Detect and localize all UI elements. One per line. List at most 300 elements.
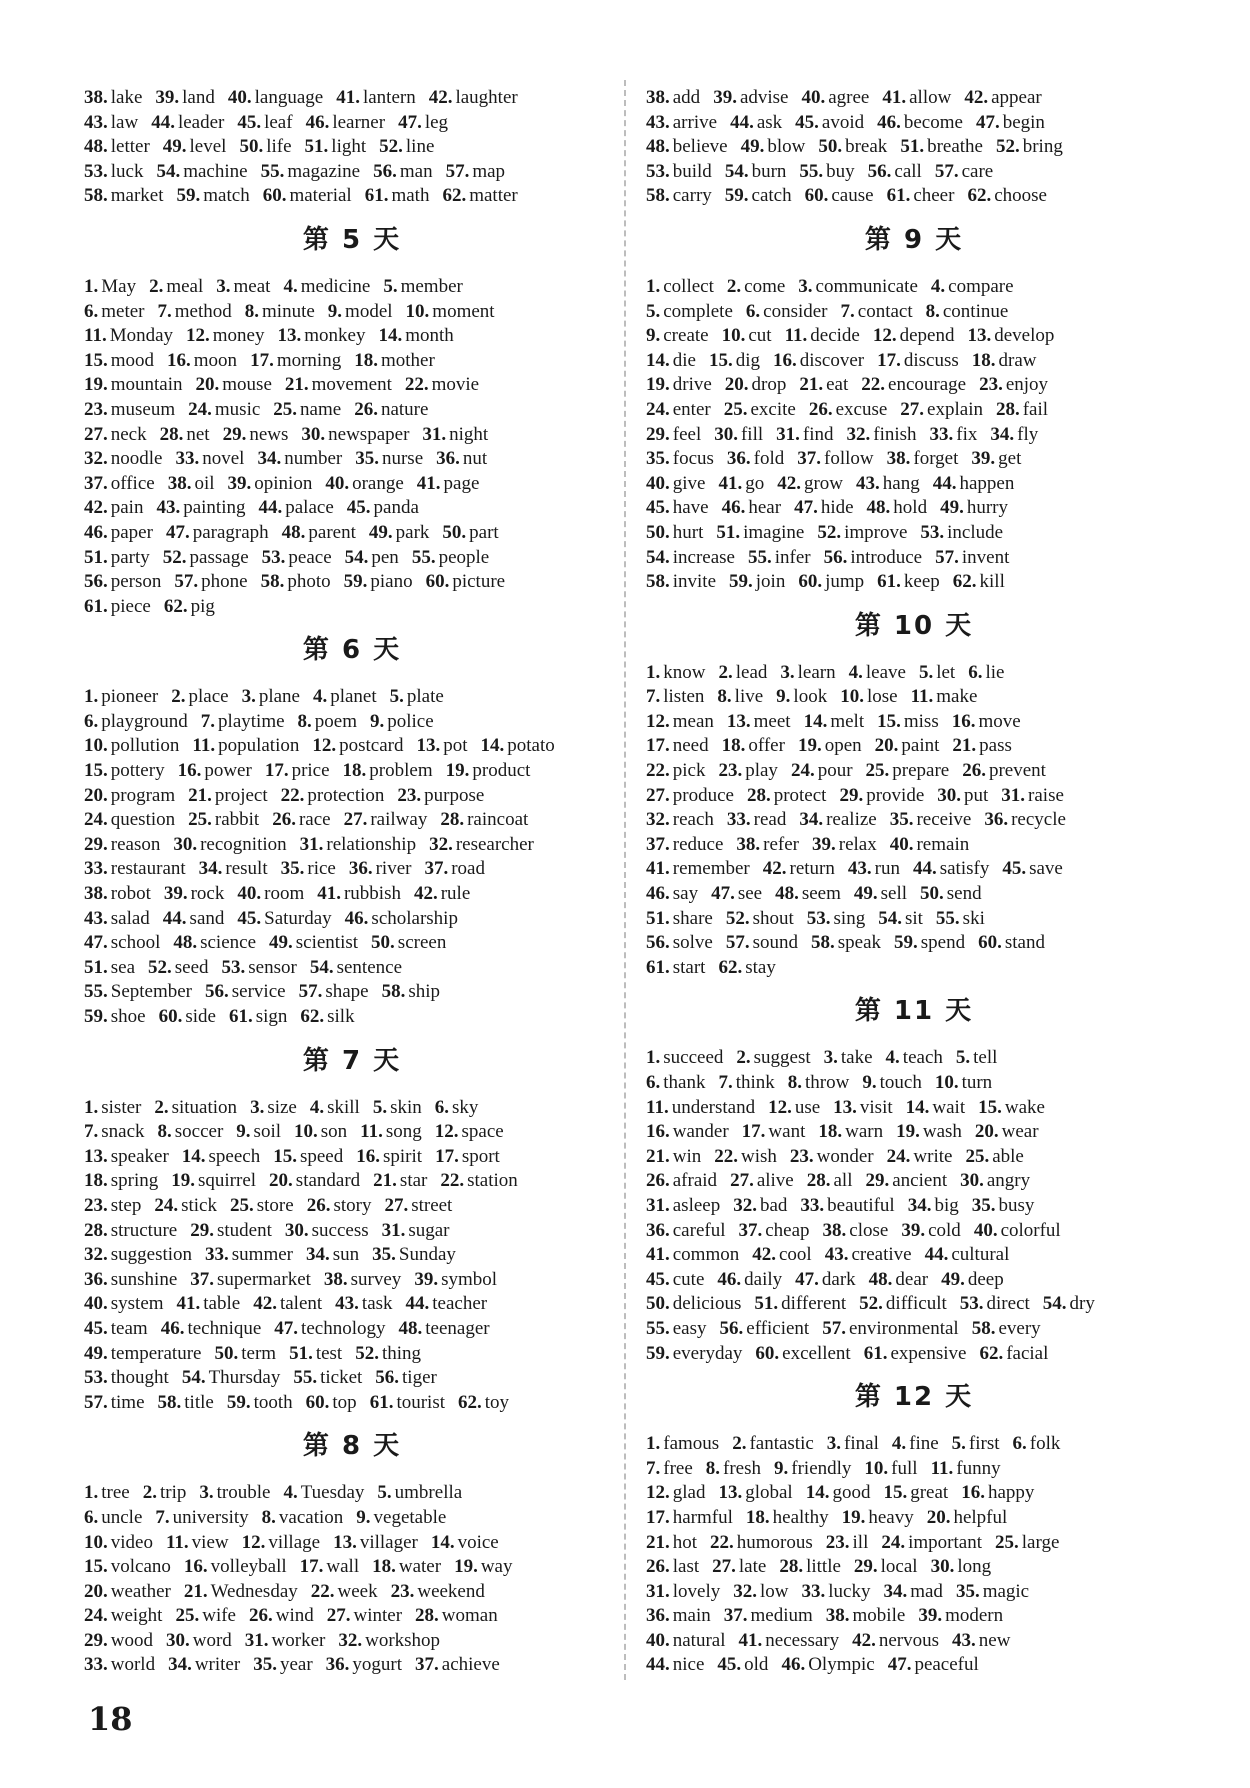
item-number: 46. xyxy=(344,907,369,929)
vocab-item xyxy=(877,571,940,592)
vocab-item xyxy=(866,1170,948,1191)
item-number: 8. xyxy=(925,300,940,322)
item-word: fail xyxy=(1022,398,1049,420)
vocab-item xyxy=(646,735,709,756)
day-heading: 第 5 天 xyxy=(302,224,402,255)
vocab-item xyxy=(712,1556,766,1577)
item-word: cheap xyxy=(765,1219,810,1241)
item-word: mouse xyxy=(222,374,272,396)
item-number: 42. xyxy=(762,858,787,880)
vocab-item xyxy=(883,1581,942,1602)
item-word: movie xyxy=(431,374,480,396)
vocab-item xyxy=(305,136,367,157)
item-number: 19. xyxy=(84,374,108,396)
vocab-item xyxy=(718,473,764,494)
day-section xyxy=(84,215,620,619)
vocab-item xyxy=(281,785,385,806)
item-word: price xyxy=(291,760,330,782)
item-word: pick xyxy=(672,760,706,782)
word-row xyxy=(646,1432,1182,1457)
item-word: enter xyxy=(672,398,711,420)
item-number: 61. xyxy=(369,1391,394,1413)
vocab-item xyxy=(908,1195,959,1216)
vocab-item xyxy=(372,1244,456,1265)
item-word: protection xyxy=(307,784,385,806)
word-row xyxy=(646,661,1182,686)
item-number: 46. xyxy=(781,1654,806,1676)
item-number: 33. xyxy=(84,858,108,880)
item-number: 53. xyxy=(806,907,831,929)
item-word: poem xyxy=(314,710,357,732)
item-word: afraid xyxy=(672,1170,718,1192)
item-word: busy xyxy=(998,1194,1035,1216)
item-word: all xyxy=(833,1170,853,1192)
vocab-item xyxy=(307,1195,372,1216)
item-number: 32. xyxy=(84,448,108,470)
vocab-item xyxy=(646,161,712,182)
item-number: 49. xyxy=(853,883,878,905)
item-word: park xyxy=(395,521,430,543)
item-number: 47. xyxy=(794,497,818,519)
item-number: 45. xyxy=(1002,858,1027,880)
vocab-item xyxy=(840,686,897,707)
item-word: paragraph xyxy=(192,521,269,543)
vocab-item xyxy=(646,760,705,781)
item-number: 11. xyxy=(84,325,107,347)
item-number: 31. xyxy=(381,1219,406,1241)
vocab-item xyxy=(856,473,920,494)
item-number: 47. xyxy=(711,883,735,905)
vocab-item xyxy=(894,932,965,953)
item-word: know xyxy=(663,661,706,683)
item-number: 10. xyxy=(934,1072,959,1093)
item-number: 52. xyxy=(725,907,750,929)
item-number: 48. xyxy=(398,1317,423,1339)
vocab-item xyxy=(84,1507,142,1528)
item-word: orange xyxy=(352,472,404,494)
item-word: store xyxy=(256,1194,294,1216)
vocab-item xyxy=(306,1392,357,1413)
vocab-item xyxy=(168,473,215,494)
item-word: dear xyxy=(895,1268,929,1290)
item-number: 36. xyxy=(436,448,460,470)
vocab-item xyxy=(167,350,237,371)
item-number: 40. xyxy=(801,87,826,108)
item-word: tell xyxy=(973,1047,998,1069)
item-number: 9. xyxy=(774,1457,789,1479)
word-row xyxy=(646,882,1182,907)
vocab-item xyxy=(84,1146,169,1167)
vocab-item xyxy=(875,735,940,756)
item-number: 29. xyxy=(84,1629,108,1651)
vocab-item xyxy=(273,399,341,420)
item-number: 1. xyxy=(646,1433,661,1455)
vocab-item xyxy=(84,301,145,322)
vocab-item xyxy=(877,350,959,371)
vocab-item xyxy=(799,161,854,182)
item-word: page xyxy=(443,472,480,494)
item-word: asleep xyxy=(672,1194,721,1216)
vocab-item xyxy=(171,686,228,707)
item-number: 18. xyxy=(84,1170,108,1192)
vocab-item xyxy=(166,1532,229,1553)
item-word: infer xyxy=(774,546,811,568)
word-row xyxy=(84,931,620,956)
item-number: 22. xyxy=(440,1170,465,1192)
item-word: share xyxy=(672,907,713,929)
item-word: structure xyxy=(110,1219,178,1241)
vocab-item xyxy=(163,908,225,929)
vocab-item xyxy=(265,760,330,781)
item-number: 28. xyxy=(440,809,465,831)
item-word: sister xyxy=(101,1096,142,1118)
vocab-item xyxy=(833,1097,892,1118)
item-number: 5. xyxy=(383,275,398,297)
item-number: 62. xyxy=(163,595,188,617)
item-number: 52. xyxy=(817,521,842,543)
vocab-item xyxy=(177,1293,241,1314)
vocab-item xyxy=(801,87,869,108)
item-word: late xyxy=(738,1556,767,1578)
vocab-item xyxy=(335,1293,392,1314)
vocab-item xyxy=(148,957,209,978)
vocab-item xyxy=(188,399,260,420)
item-word: vegetable xyxy=(373,1506,447,1528)
vocab-item xyxy=(990,424,1038,445)
vocab-item xyxy=(864,1458,917,1479)
item-number: 23. xyxy=(390,1580,415,1602)
vocab-item xyxy=(727,276,785,297)
item-number: 23. xyxy=(718,760,743,782)
item-word: picture xyxy=(452,571,506,593)
vocab-item xyxy=(727,711,791,732)
vocab-item xyxy=(714,1146,777,1167)
item-number: 6. xyxy=(646,1072,661,1093)
word-row xyxy=(646,300,1182,325)
item-word: speech xyxy=(208,1145,261,1167)
item-word: lucky xyxy=(828,1580,871,1602)
item-number: 58. xyxy=(381,981,406,1003)
word-row xyxy=(646,710,1182,735)
item-number: 42. xyxy=(964,87,989,108)
item-number: 39. xyxy=(713,87,737,108)
item-number: 27. xyxy=(343,809,368,831)
vocab-item xyxy=(324,1269,401,1290)
item-word: easy xyxy=(672,1317,707,1339)
item-word: sunshine xyxy=(110,1268,178,1290)
item-word: question xyxy=(110,809,176,831)
item-number: 47. xyxy=(165,521,190,543)
word-row xyxy=(646,423,1182,448)
vocab-item xyxy=(143,1482,187,1503)
item-word: dark xyxy=(821,1268,856,1290)
item-word: develop xyxy=(994,325,1055,347)
item-number: 50. xyxy=(214,1342,239,1364)
item-number: 3. xyxy=(823,1047,838,1069)
item-number: 9. xyxy=(327,300,343,322)
item-number: 59. xyxy=(226,1391,251,1413)
vocab-item xyxy=(84,883,151,904)
vocab-item xyxy=(725,185,792,206)
item-number: 41. xyxy=(646,858,670,880)
item-word: power xyxy=(204,760,252,782)
item-number: 9. xyxy=(236,1121,251,1143)
vocab-item xyxy=(168,1654,240,1675)
item-number: 10. xyxy=(840,686,864,708)
item-word: mountain xyxy=(110,374,183,396)
item-number: 56. xyxy=(867,160,892,182)
vocab-item xyxy=(730,1170,794,1191)
item-word: follow xyxy=(824,448,874,470)
word-row xyxy=(84,86,620,111)
item-number: 5. xyxy=(955,1047,971,1069)
item-word: novel xyxy=(202,448,245,470)
item-number: 38. xyxy=(736,833,761,855)
item-number: 4. xyxy=(309,1096,325,1118)
word-row xyxy=(646,907,1182,932)
day-heading: 第 8 天 xyxy=(302,1431,402,1462)
item-word: seem xyxy=(801,883,841,905)
item-number: 19. xyxy=(896,1121,920,1143)
vocab-item xyxy=(779,1556,841,1577)
item-number: 6. xyxy=(84,1506,99,1528)
vocab-item xyxy=(713,87,788,108)
item-word: pain xyxy=(110,497,144,519)
item-number: 31. xyxy=(646,1194,670,1216)
item-number: 8. xyxy=(244,300,260,322)
vocab-item xyxy=(646,1269,704,1290)
vocab-item xyxy=(347,497,419,518)
vocab-item xyxy=(272,809,330,830)
item-word: beautiful xyxy=(827,1194,895,1216)
vocab-item xyxy=(798,276,918,297)
vocab-item xyxy=(812,834,877,855)
vocab-item xyxy=(360,1121,422,1142)
vocab-item xyxy=(84,686,158,707)
item-word: hear xyxy=(748,497,782,519)
item-number: 48. xyxy=(173,932,198,954)
item-number: 34. xyxy=(990,423,1015,445)
vocab-item xyxy=(261,161,361,182)
item-word: relax xyxy=(838,833,877,855)
item-word: have xyxy=(672,497,709,519)
item-number: 40. xyxy=(227,87,252,108)
word-row xyxy=(84,546,620,571)
item-word: humorous xyxy=(736,1531,813,1553)
item-number: 55. xyxy=(260,160,285,182)
item-number: 8. xyxy=(787,1072,803,1093)
vocab-item xyxy=(263,185,352,206)
item-word: sugar xyxy=(408,1219,450,1241)
item-number: 57. xyxy=(822,1317,846,1339)
vocab-item xyxy=(156,161,247,182)
vocab-item xyxy=(84,1581,171,1602)
item-word: protect xyxy=(773,784,827,806)
item-number: 21. xyxy=(646,1531,670,1553)
item-word: dig xyxy=(735,349,760,371)
vocab-item xyxy=(937,785,988,806)
vocab-item xyxy=(414,883,470,904)
vocab-item xyxy=(259,497,334,518)
word-row xyxy=(646,1580,1182,1605)
day-section xyxy=(84,1421,620,1678)
item-number: 19. xyxy=(797,735,822,757)
item-word: rule xyxy=(440,883,471,905)
day-heading: 第 9 天 xyxy=(864,224,964,255)
item-word: way xyxy=(480,1556,513,1578)
item-number: 26. xyxy=(962,760,986,782)
item-number: 11. xyxy=(192,735,216,757)
item-number: 20. xyxy=(724,374,749,396)
word-row xyxy=(84,496,620,521)
item-word: bad xyxy=(759,1194,788,1216)
item-number: 57. xyxy=(298,981,323,1003)
item-number: 60. xyxy=(262,185,287,207)
item-number: 10. xyxy=(864,1457,889,1479)
vocab-item xyxy=(84,809,175,830)
word-row xyxy=(646,1243,1182,1268)
item-word: ship xyxy=(408,981,441,1003)
item-word: creative xyxy=(851,1244,912,1266)
vocab-item xyxy=(84,473,155,494)
item-word: number xyxy=(284,448,343,470)
item-number: 54. xyxy=(1042,1293,1067,1315)
item-number: 24. xyxy=(886,1145,911,1167)
item-word: team xyxy=(110,1317,148,1339)
vocab-item xyxy=(878,908,923,929)
vocab-item xyxy=(84,981,192,1002)
item-number: 32. xyxy=(338,1629,363,1651)
item-number: 40. xyxy=(325,472,350,494)
item-number: 9. xyxy=(862,1072,877,1093)
word-row xyxy=(646,956,1182,981)
item-word: rice xyxy=(307,858,336,880)
item-number: 27. xyxy=(646,784,670,806)
vocab-item xyxy=(725,161,787,182)
word-row xyxy=(646,546,1182,571)
item-number: 33. xyxy=(175,448,200,470)
item-number: 25. xyxy=(995,1531,1019,1553)
item-word: program xyxy=(110,784,176,806)
item-number: 56. xyxy=(205,981,229,1003)
item-number: 59. xyxy=(646,1342,670,1364)
item-word: little xyxy=(806,1556,841,1578)
item-word: offer xyxy=(748,735,785,757)
item-word: send xyxy=(946,883,982,905)
item-number: 60. xyxy=(804,185,829,207)
item-word: cut xyxy=(748,325,772,347)
vocab-item xyxy=(714,424,763,445)
item-number: 61. xyxy=(863,1342,888,1364)
item-word: minute xyxy=(262,300,315,322)
item-number: 50. xyxy=(818,136,843,158)
vocab-item xyxy=(952,735,1011,756)
item-number: 17. xyxy=(877,349,901,371)
item-word: university xyxy=(172,1506,249,1528)
word-row xyxy=(84,1243,620,1268)
vocab-item xyxy=(373,1097,422,1118)
day-heading: 第 10 天 xyxy=(854,610,974,641)
item-number: 41. xyxy=(738,1629,763,1651)
item-number: 13. xyxy=(967,325,992,347)
vocab-item xyxy=(931,276,1014,297)
item-number: 45. xyxy=(84,1317,108,1339)
item-word: panda xyxy=(373,497,419,519)
item-number: 25. xyxy=(965,1145,990,1167)
item-number: 46. xyxy=(877,111,901,133)
vocab-item xyxy=(972,350,1037,371)
item-word: market xyxy=(110,185,164,207)
vocab-item xyxy=(84,1318,148,1339)
item-word: reach xyxy=(672,809,714,831)
item-number: 39. xyxy=(155,87,180,108)
vocab-item xyxy=(781,1654,874,1675)
vocab-item xyxy=(379,136,434,157)
vocab-item xyxy=(646,1458,693,1479)
vocab-item xyxy=(868,161,922,182)
vocab-item xyxy=(84,1006,146,1027)
word-row xyxy=(646,1531,1182,1556)
word-row xyxy=(646,160,1182,185)
item-word: news xyxy=(249,423,289,445)
item-number: 7. xyxy=(646,686,661,708)
item-number: 16. xyxy=(356,1145,380,1167)
item-number: 20. xyxy=(84,1580,108,1602)
word-row xyxy=(646,734,1182,759)
item-number: 24. xyxy=(790,760,815,782)
item-word: encourage xyxy=(888,374,967,396)
item-number: 3. xyxy=(250,1096,265,1118)
item-number: 26. xyxy=(272,809,296,831)
item-word: story xyxy=(333,1194,372,1216)
item-word: music xyxy=(214,398,261,420)
word-row xyxy=(84,1292,620,1317)
item-word: ancient xyxy=(892,1170,948,1192)
item-number: 25. xyxy=(273,398,298,420)
item-number: 21. xyxy=(373,1170,397,1192)
item-number: 15. xyxy=(877,710,901,732)
item-word: map xyxy=(472,160,506,182)
item-word: meter xyxy=(101,300,145,322)
item-word: wall xyxy=(326,1556,360,1578)
vocab-item xyxy=(967,185,1047,206)
item-number: 11. xyxy=(646,1096,669,1118)
word-row xyxy=(646,1342,1182,1367)
item-word: rubbish xyxy=(343,883,401,905)
item-word: choose xyxy=(994,185,1047,207)
word-row xyxy=(646,784,1182,809)
item-word: cheer xyxy=(913,185,955,207)
item-word: trouble xyxy=(216,1482,271,1504)
item-word: free xyxy=(663,1457,693,1479)
vocab-item xyxy=(84,1170,158,1191)
item-number: 39. xyxy=(227,472,252,494)
item-word: leg xyxy=(424,111,449,133)
item-number: 16. xyxy=(961,1482,985,1504)
vocab-item xyxy=(201,711,285,732)
item-number: 57. xyxy=(84,1391,108,1413)
word-row xyxy=(646,86,1182,111)
vocab-item xyxy=(199,1482,270,1503)
item-number: 60. xyxy=(158,1006,183,1027)
vocab-item xyxy=(446,161,505,182)
item-number: 61. xyxy=(877,571,901,593)
item-number: 17. xyxy=(646,1506,670,1528)
word-row xyxy=(646,398,1182,423)
item-word: new xyxy=(978,1629,1011,1651)
item-number: 21. xyxy=(188,784,212,806)
item-number: 1. xyxy=(84,275,99,297)
